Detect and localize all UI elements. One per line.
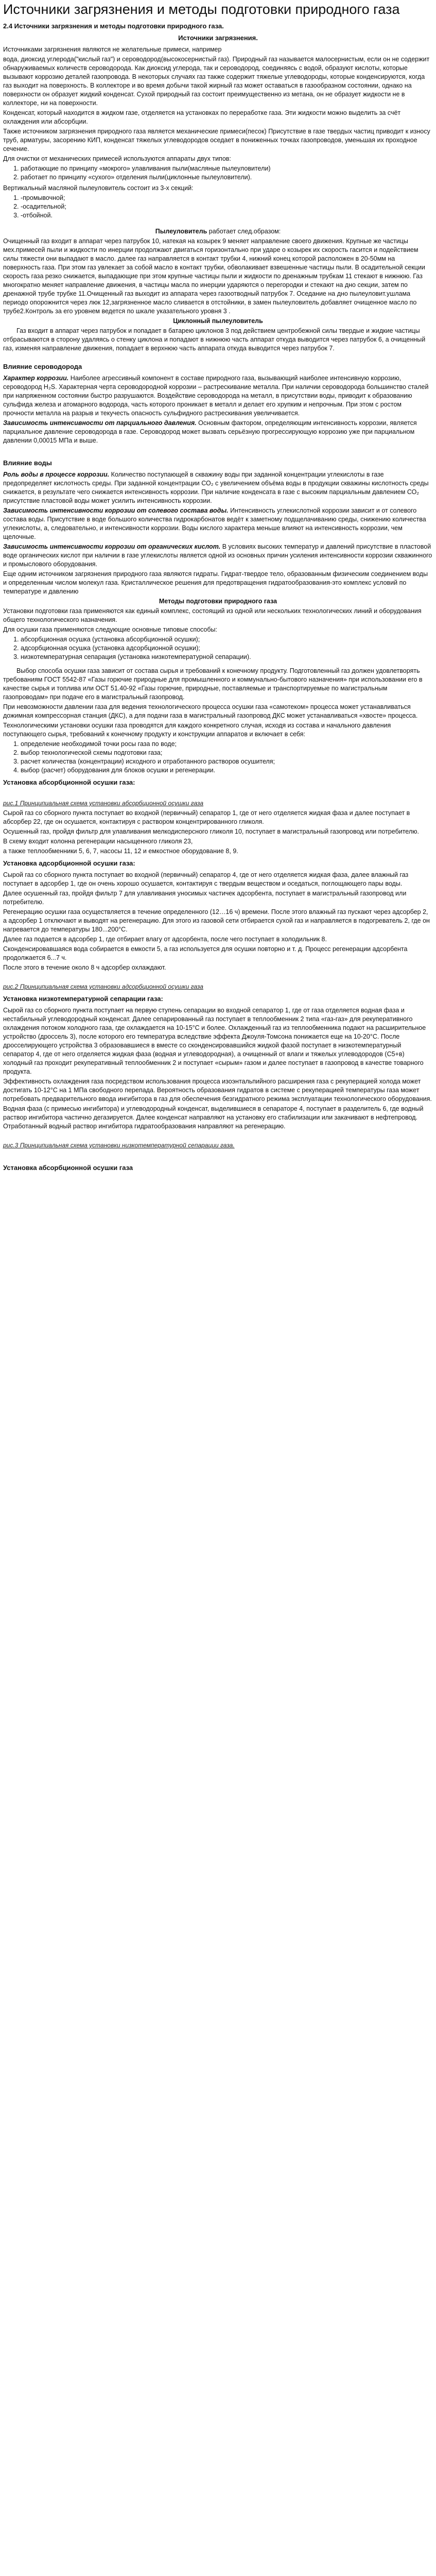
- paragraph: Технологическими установки осушки газа проводятся для каждого конкретного случая, исходя из состава и начального давления поступающего сырья, требований к конечному продукту и конструкции аппаратов и включает в себя:: [3, 722, 391, 738]
- page: [0, 0, 436, 1172]
- list-item: 2. выбор технологической схемы подготовки газа;: [21, 749, 433, 757]
- paragraph: вода, диоксид углерода("кислый газ") и сероводород(высокосернистый газ). Природный газ называется малосернистым, если он не содержит обнаруживаемых количеств сероводорода. Как диоксид углерода, так и сероводород, соединяясь с водой, образуют кислоты, которые вызывают коррозию деталей газопровода. В некоторых случаях газ также содержит тяжелые углеводороды, которые конденсируются, когда газ выходит на поверхность. В коллекторе и во время добычи такой жирный газ может оставаться в газообразном состоянии, однако на поверхности он образует жидкий конденсат. Сухой природный газ состоит преимущественно из метана, он не образует жидкости не в коллекторе, ни на поверхности.: [3, 56, 430, 107]
- adsorption-unit-heading: Установка адсорбционной осушки газа:: [3, 859, 135, 867]
- cyclone-heading: Циклонный пылеуловитель: [173, 317, 263, 325]
- paragraph: Сырой газ со сборного пункта поступает на первую ступень сепарации во входной сепаратор 1, где от газа отделяется водная фаза и нестабильный углеводородный конденсат. Далее сепарированный газ поступает в теплообменник 2 типа «газ-газ» для рекуперативного охлаждения потоком холодного газа, где охлаждается на 10-15°С и более. Охлажденный газ из теплообменника подают на расширительное устройство (дроссель 3), после которого его температура вследствие эффекта Джоуля-Томсона понижается еще на 10-20°С. После дросселирующего устройства 3 образовавшиеся в вместе со сконденсировавшийся жидкой фазой поступает в низкотемпературный сепаратор 4, где от него отделяется жидкая фаза (водная и углеводородная), а очищенный от влаги и тяжелых углеводородов (С5+в) холодный газ проходит рекуперативный теплообменник 2 и поступает «сырым» газом и далее поступает в газопровод в качестве товарного продукта.: [3, 1007, 426, 1075]
- list-item: 3. низкотемпературная сепарация (установка низкотемпературной сепарации).: [21, 653, 433, 662]
- paragraph: Конденсат, который находится в жидком газе, отделяется на установках по переработке газа. Эти жидкости можно выделить за счёт охлаждения или абсорбции.: [3, 109, 401, 125]
- paragraph: Роль воды в процессе коррозии. Количество поступающей в скважину воды при заданной концентрации углекислоты в газе предопределяет кислотность среды. При заданной концентрации СО₂ с увеличением объёма воды в продукции скважины кислотность среды снижается, в результате чего снижается интенсивность коррозии. При наличие конденсата в газе с высоким парциальным давлением СО₂ присутствие пластовой воды может усилить интенсивность коррозии.: [3, 471, 429, 504]
- paragraph: Характер коррозии. Наиболее агрессивный компонент в составе природного газа, вызывающий наиболее интенсивную коррозию, сероводород H₂S. Характерная черта сероводородной коррозии – растрескивание металла. При наличии сероводорода большинство сталей при напряженном состоянии быстро разрушаются. Воздействие сероводорода на металл, в присутствии воды, приводит к образованию сульфида железа и атомарного водорода, часть которого проникает в металл и делает его хрупким и непрочным. При этом с ростом прочности металла на разрыв и текучесть опасность сульфидного растрескивания увеличивается.: [3, 375, 429, 417]
- paragraph: Выбор способа осушки газа зависит от состава сырья и требований к конечному продукту. Подготовленный газ должен удовлетворять требованиям ГОСТ 5542-87 «Газы горючие природные для промышленного и коммунально-бытового назначения» при использовании его в качестве сырья и топлива или ОСТ 51.40-92 «Газы горючие, природные, поставляемые и транспортируемые по магистральным газопроводам» при подаче его в магистральный газопровод.: [3, 667, 423, 701]
- dust-catcher-types-list: [3, 164, 433, 182]
- figure-caption-2: рис.2 Принципиальная схема установки адсорбционной осушки газа: [3, 983, 203, 990]
- section-title: 2.4 Источники загрязнения и методы подготовки природного газа.: [3, 22, 224, 30]
- paragraph: Очищенный газ входит в аппарат через патрубок 10, натекая на козырек 9 меняет направление своего движения. Крупные же частицы мех.примесей пыли и жидкости по инерции продолжают двигаться горизонтально при ударе о козырек их скорость гасится и подействием силы тяжести они выпадают в масло. далее газ направляется в контакт трубки 4, нижний конец которой расположен в 20-50мм на поверхность газа. При этом газ увлекает за собой масло в контакт трубки, обволакивает взвешенные частицы пыли. В осадительной секции скорость газа резко снижается, выпадающие при этом крупные частицы пыли и жидкости по дренажным трубкам 11 стекают в нижнюю. Газ многократно меняет направление движения, в частицы масла по инерции ударяются о перегородки и стекают на дно секции, затем по дренажной трубе трубке 11.Очищенный газ выходит из аппарата через газоотводный патрубок 7. Оседание на дно пылеуловит.ушлама периодо опорожнится через люк 12,загрязненное масло сливается в отстойники, в замен пылеуловитель добавляет очищенное масло по трубе2.Контроль за его уровнем ведется по шкале указательного уровня 3 .: [3, 238, 425, 315]
- paragraph: а также теплообменники 5, 6, 7, насосы 11, 12 и емкостное оборудование 8, 9.: [3, 848, 238, 855]
- paragraph: Зависимость интенсивности от парциального давления. Основным фактором, определяющим интенсивность коррозии, является парциальное давление сероводорода в газе. Сероводород может вызвать серьёзную прогрессирующую коррозию уже при парциальном давлении 0,00015 МПа и выше.: [3, 419, 417, 444]
- paragraph: Источниками загрязнения являются не желательные примеси, например: [3, 46, 222, 53]
- paragraph: В схему входит колонна регенерации насыщенного гликоля 23,: [3, 838, 193, 845]
- paragraph: Установки подготовки газа применяются как единый комплекс, состоящий из одной или нескольких технологических линий и оборудования общего технологического назначения.: [3, 607, 422, 623]
- paragraph: Далее осушенный газ, пройдя фильтр 7 для улавливания уносимых частичек адсорбента, поступает в магистральный газопровод или потребителю.: [3, 890, 407, 906]
- list-item: 2. работает по принципу «сухого» отделения пыли(циклонные пылеуловители).: [21, 173, 433, 182]
- list-item: 3. расчет количества (концентрации) исходного и отработанного растворов осушителя;: [21, 757, 433, 766]
- list-item: 4. выбор (расчет) оборудования для блоков осушки и регенерации.: [21, 766, 433, 775]
- list-item: 1. абсорбционная осушка (установка абсорбционной осушки);: [21, 635, 433, 644]
- paragraph: Водная фаза (с примесью ингибитора) и углеводородный конденсат, выделившиеся в сепараторе 4, поступает в разделитель 6, где водный раствор ингибитора частично дегазируется. Далее конденсат направляют на установку его стабилизации или закачивают в нефтепровод. Отработанный водный раствор ингибитора гидратообразования направляют на регенерацию.: [3, 1105, 424, 1130]
- paragraph: Также источником загрязнения природного газа является механические примеси(песок) Присутствие в газе твердых частиц приводит к износу труб, арматуры, засорению КИП, конденсат тяжелых углеводородов оседает в пониженных точках газопроводов, уменьшая их проходное сечение.: [3, 128, 430, 152]
- list-item: 2. -осадительной;: [21, 202, 433, 211]
- water-heading: Влияние воды: [3, 459, 52, 467]
- low-temp-separation-heading: Установка низкотемпературной сепарации газа:: [3, 995, 163, 1003]
- paragraph: Далее газ подается в адсорбер 1, где отбирает влагу от адсорбента, после чего поступает в холодильник 8.: [3, 936, 327, 943]
- sources-heading: Источники загрязнения.: [178, 34, 258, 42]
- list-item: 2. адсорбционная осушка (установка адсорбционной осушки);: [21, 644, 433, 653]
- document-body: [3, 22, 433, 1172]
- list-item: 1. работающие по принципу «мокрого» улавливания пыли(масляные пылеуловители): [21, 164, 433, 173]
- list-item: 1. -промывочной;: [21, 194, 433, 202]
- paragraph: Для очистки от механических примесей используются аппараты двух типов:: [3, 155, 231, 162]
- absorption-unit-heading-2: Установка абсорбционной осушки газа: [3, 1164, 133, 1172]
- sections-list: [3, 194, 433, 220]
- paragraph: Регенерацию осушки газа осуществляется в течение определенного (12…16 ч) времени. После этого влажный газ пускают через адсорбер 2, а адсорбер 1 отключают и выводят на регенерацию. Для этого из газовой сети отбирается сухой газ и направляется в подогреватель 2, где он нагревается до температуры 180...200°С.: [3, 908, 430, 933]
- paragraph: Зависимость интенсивности коррозии от органических кислот. В условиях высоких температур и давлений присутствие в пластовой воде органических кислот при наличии в газе углекислоты является одной из основных причин усиления интенсивности коррозии скважинного и промыслового оборудования.: [3, 543, 432, 568]
- page-title: Источники загрязнения и методы подготовки природного газа: [3, 2, 400, 17]
- paragraph: Эффективность охлаждения газа посредством использования процесса изоэнтальпийного расширения газа с рекуперацией холода может достигать 10-12°С на 1 МПа свободного перепада. Вероятность образования гидратов в системе с рекуперацией температуры газа может потребовать предварительного ввода ингибитора в газ для обеспечения безгидратного режима эксплуатации технологического оборудования.: [3, 1078, 432, 1103]
- paragraph: Зависимость интенсивности коррозии от солевого состава воды. Интенсивность углекислотной коррозии зависит и от солевого состава воды. Присутствие в воде большого количества гидрокарбонатов ведёт к заметному подщелачиванию среды, снижению количества углекислоты, а, следовательно, и интенсивности коррозии. Воды кислого характера меньше влияют на интенсивность коррозии, чем щелочные.: [3, 507, 426, 540]
- paragraph: Осушенный газ, пройдя фильтр для улавливания мелкодисперсного гликоля 10, поступает в магистральный газопровод или потребителю.: [3, 828, 419, 835]
- paragraph: Вертикальный масляной пылеуловитель состоит из 3-х секций:: [3, 184, 194, 192]
- h2s-heading: Влияние сероводорода: [3, 363, 82, 370]
- dust-catcher-heading: Пылеуловитель работает след.образом:: [155, 228, 281, 235]
- drying-methods-list: [3, 635, 433, 662]
- absorption-unit-heading: Установка абсорбционной осушки газа:: [3, 778, 135, 786]
- paragraph: Сырой газ со сборного пункта поступает во входной (первичный) сепаратор 4, где от него отделяется жидкая фаза, далее влажный газ поступает в адсорбер 1, где он очень хорошо осушается, контактируя с твердым веществом и оседаться, поглощающего пары воды.: [3, 871, 409, 887]
- list-item: 1. определение необходимой точки росы газа по воде;: [21, 740, 433, 749]
- paragraph: Газ входит в аппарат через патрубок и попадает в батарею циклонов 3 под действием центробежной силы твердые и жидкие частицы отбрасываются в сторону удаляясь о стенку циклона и попадают в нижнюю часть аппарат откуда выводится через патрубок 6, а очищенный газ, изменяя направление движения, попадает в верхнюю часть аппарата откуда выводится через патрубок 7.: [3, 327, 426, 352]
- paragraph: Сырой газ со сборного пункта поступает во входной (первичный) сепаратор 1, где от него отделяется жидкая фаза и далее поступает в абсорбер 22, где он осушается, контактируя с раствором концентрированного гликоля.: [3, 809, 410, 825]
- list-item: 3. -отбойной.: [21, 211, 433, 220]
- paragraph: Сконденсировавшаяся вода собирается в емкости 5, а газ используется для осушки повторно и т. д. Процесс регенерации адсорбента продолжается 6...7 ч.: [3, 945, 408, 961]
- methods-heading: Методы подготовки природного газа: [159, 598, 277, 605]
- paragraph: Еще одним источником загрязнения природного газа являются гидраты. Гидрат-твердое тело, образованным физическим соединением воды и определенным числом молекул газа. Кристаллическое решения для предотвращения гидратообразования-это комплекс условий по температуре и давлению: [3, 570, 428, 595]
- design-steps-list: [3, 740, 433, 775]
- paragraph: Для осушки газа применяются следующие основные типовые способы:: [3, 626, 218, 633]
- paragraph: При невозможности давлении газа для ведения технологического процесса осушки газа «самотеком» процесса может устанавливаться дожимная компрессорная станция (ДКС), а для подачи газа в магистральный газопровод ДКС может устанавливаться «хвосте» процесса.: [3, 703, 418, 719]
- figure-caption-3: рис.3 Принципиальная схема установки низкотемпературной сепарации газа.: [3, 1142, 235, 1149]
- paragraph: После этого в течение около 8 ч адсорбер охлаждают.: [3, 964, 166, 971]
- figure-caption-1: рис.1 Принципиальная схема установки абсорбционной осушки газа: [3, 800, 204, 807]
